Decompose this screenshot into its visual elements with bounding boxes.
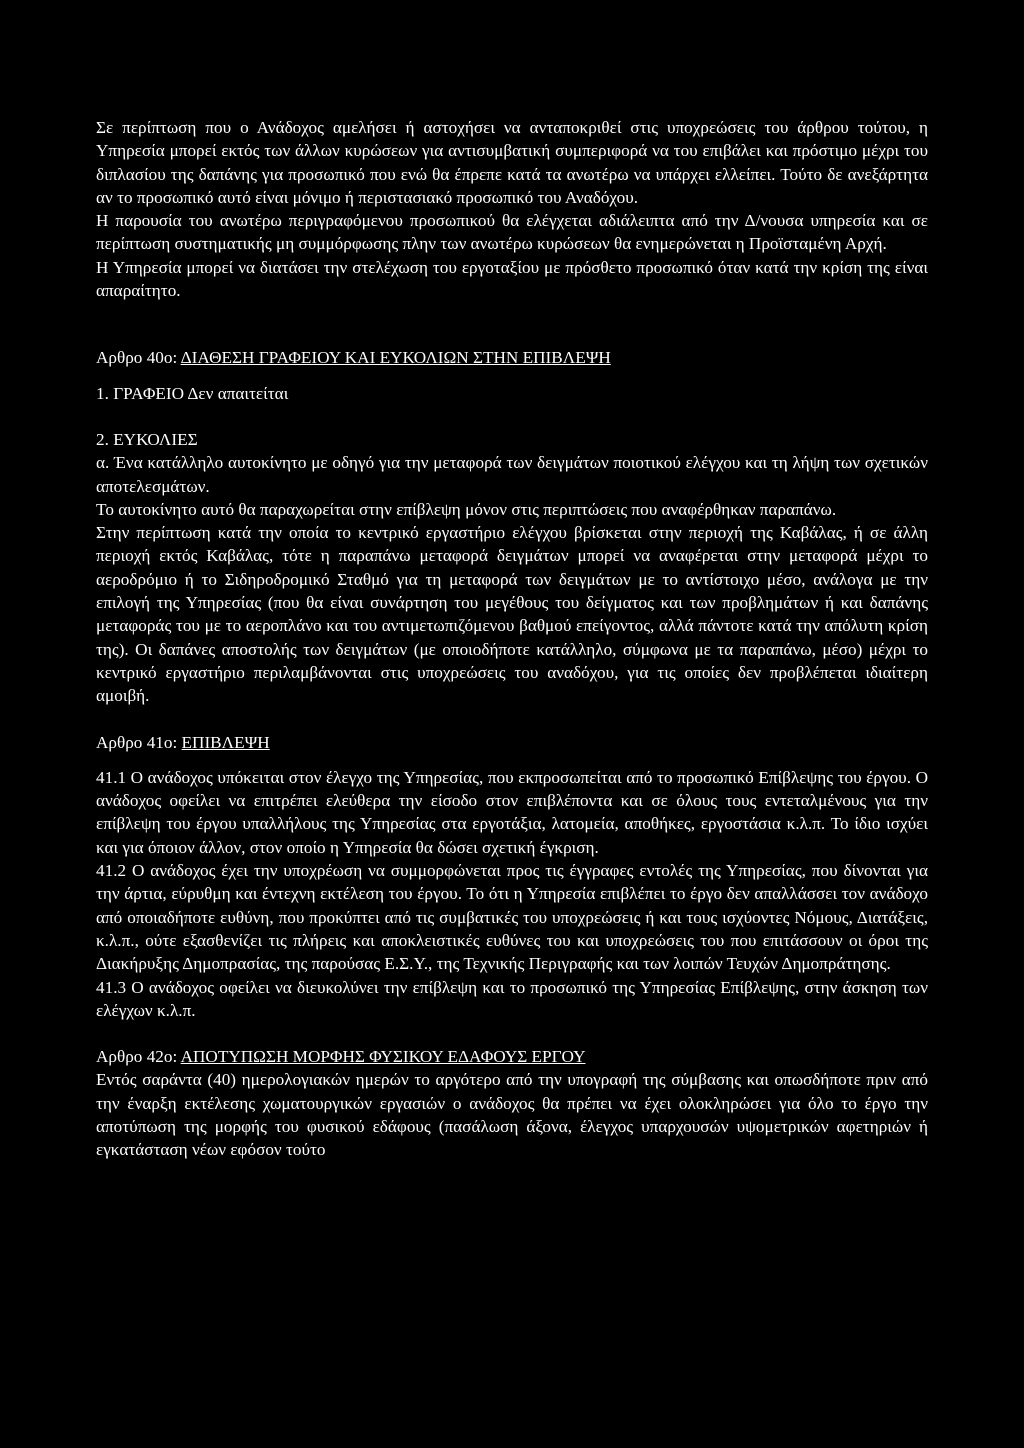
article-42-title: ΑΠΟΤΥΠΩΣΗ ΜΟΡΦΗΣ ΦΥΣΙΚΟΥ ΕΔΑΦΟΥΣ ΕΡΓΟΥ bbox=[180, 1047, 586, 1067]
paragraph: 41.3 Ο ανάδοχος οφείλει να διευκολύνει την επίβλεψη και το προσωπικό της Υπηρεσίας Επίβλεψης, στην άσκηση των ελέγχων κ.λ.π. bbox=[96, 977, 928, 1020]
office-text: Δεν απαιτείται bbox=[184, 383, 289, 403]
intro-section bbox=[96, 116, 928, 302]
paragraph: Το αυτοκίνητο αυτό θα παραχωρείται στην επίβλεψη μόνον στις περιπτώσεις που αναφέρθηκαν παραπάνω. bbox=[96, 499, 837, 519]
paragraph: 41.1 Ο ανάδοχος υπόκειται στον έλεγχο της Υπηρεσίας, που εκπροσωπείται από το προσωπικό Επίβλεψης του έργου. Ο ανάδοχος οφείλει να επιτρέπει ελεύθερα την είσοδο στον επιβλέποντα και σε όλους τους εντεταλμένους για την επίβλεψη του έργου υπαλλήλους της Υπηρεσίας στα εργοτάξια, λατομεία, αποθήκες, εργοστάσια κ.λ.π. Το ίδιο ισχύει και για όποιον άλλον, στον οποίο η Υπηρεσία θα δώσει σχετική έγκριση. bbox=[96, 767, 928, 857]
paragraph: Η Υπηρεσία μπορεί να διατάσει την στελέχωση του εργοταξίου με πρόσθετο προσωπικό όταν κατά την κρίση της είναι απαραίτητο. bbox=[96, 257, 928, 301]
article-41-heading bbox=[96, 731, 928, 754]
facilities-label: 2. ΕΥΚΟΛΙΕΣ bbox=[96, 429, 198, 449]
document-page bbox=[96, 116, 928, 1162]
paragraph: α. Ένα κατάλληλο αυτοκίνητο με οδηγό για την μεταφορά των δειγμάτων ποιοτικού ελέγχου και τη λήψη των σχετικών αποτελεσμάτων. bbox=[96, 453, 928, 496]
article-42-prefix: Αρθρο 42ο: bbox=[96, 1047, 181, 1067]
article-41-prefix: Αρθρο 41ο: bbox=[96, 732, 182, 752]
paragraph: Στην περίπτωση κατά την οποία το κεντρικό εργαστήριο ελέγχου βρίσκεται στην περιοχή της Καβάλας, ή σε άλλη περιοχή εκτός Καβάλας, τότε η παραπάνω μεταφορά δειγμάτων μπορεί να αναφέρεται στην μεταφορά μέχρι το αεροδρόμιο ή το Σιδηροδρομικό Σταθμό για τη μεταφορά των δειγμάτων με το αντίστοιχο μέσο, ανάλογα με την επιλογή της Υπηρεσίας (που θα είναι συνάρτηση του μεγέθους του δείγματος και των προβλημάτων ή και δαπάνης μεταφοράς του με το αεροπλάνο και του αντιμετωπιζόμενου βαθμού επείγοντος, αλλά πάντοτε κατά την απόλυτη κρίση της). Οι δαπάνες αποστολής των δειγμάτων (με οποιοδήποτε κατάλληλο, σύμφωνα με τα παραπάνω, μέσο) μέχρι το κεντρικό εργαστήριο περιλαμβάνονται στις υποχρεώσεις του αναδόχου, για τις οποίες δεν προβλέπεται ιδιαίτερη αμοιβή. bbox=[96, 523, 928, 706]
article-40-title: ΔΙΑΘΕΣΗ ΓΡΑΦΕΙΟΥ ΚΑΙ ΕΥΚΟΛΙΩΝ ΣΤΗΝ ΕΠΙΒΛΕΨΗ bbox=[180, 348, 611, 368]
article-41-section bbox=[96, 731, 928, 1023]
paragraph: Η παρουσία του ανωτέρω περιγραφόμενου προσωπικού θα ελέγχεται αδιάλειπτα από την Δ/νουσα υπηρεσία και σε περίπτωση συστηματικής μη συμμόρφωσης πλην των ανωτέρω κυρώσεων θα ενημερώνεται η Προϊσταμένη Αρχή. bbox=[96, 211, 928, 254]
article-40-heading bbox=[96, 346, 928, 369]
article-42-heading bbox=[96, 1045, 928, 1068]
article-42-section bbox=[96, 1045, 928, 1161]
paragraph: Σε περίπτωση που ο Ανάδοχος αμελήσει ή αστοχήσει να ανταποκριθεί στις υποχρεώσεις του άρθρου τούτου, η Υπηρεσία μπορεί εκτός των άλλων κυρώσεων για αντισυμβατική συμπεριφορά να του επιβάλει και πρόστιμο μέχρι του διπλασίου της δαπάνης για προσωπικό που ενώ θα έπρεπε κατά τα ανωτέρω να υπάρχει ελλείπει. Τούτο δε ανεξάρτητα αν το προσωπικό αυτό είναι μόνιμο ή περιστασιακό προσωπικό του Αναδόχου. bbox=[96, 118, 928, 207]
article-41-title: ΕΠΙΒΛΕΨΗ bbox=[181, 732, 270, 752]
paragraph: Εντός σαράντα (40) ημερολογιακών ημερών το αργότερο από την υπογραφή της σύμβασης και οπωσδήποτε πριν από την έναρξη εκτέλεσης χωματουργικών εργασιών ο ανάδοχος θα πρέπει να έχει ολοκληρώσει για όλο το έργο την αποτύπωση της μορφής του φυσικού εδάφους (πασάλωση άξονα, έλεγχος υπαρχουσών υψομετρικών αφετηριών ή εγκατάσταση νέων εφόσον τούτο bbox=[96, 1070, 928, 1160]
article-40-prefix: Αρθρο 40ο: bbox=[96, 348, 181, 368]
paragraph: 41.2 Ο ανάδοχος έχει την υποχρέωση να συμμορφώνεται προς τις έγγραφες εντολές της Υπηρεσίας, που δίνονται για την άρτια, εύρυθμη και έντεχνη εκτέλεση του έργου. Το ότι η Υπηρεσία επιβλέπει το έργο δεν απαλλάσσει τον ανάδοχο από οποιαδήποτε ευθύνη, που προκύπτει από τις συμβατικές του υποχρεώσεις ή και τους ισχύοντες Νόμους, Διατάξεις, κ.λ.π., ούτε εξασθενίζει τις πλήρεις και αποκλειστικές ευθύνες του και υποχρεώσεις του που επιτάσσουν οι όροι της Διακήρυξης Δημοπρασίας, της παρούσας Ε.Σ.Υ., της Τεχνικής Περιγραφής και των λοιπών Τευχών Δημοπράτησης. bbox=[96, 861, 928, 974]
office-item bbox=[96, 382, 928, 405]
office-label: 1. ΓΡΑΦΕΙΟ bbox=[96, 383, 185, 403]
article-40-section bbox=[96, 346, 928, 707]
